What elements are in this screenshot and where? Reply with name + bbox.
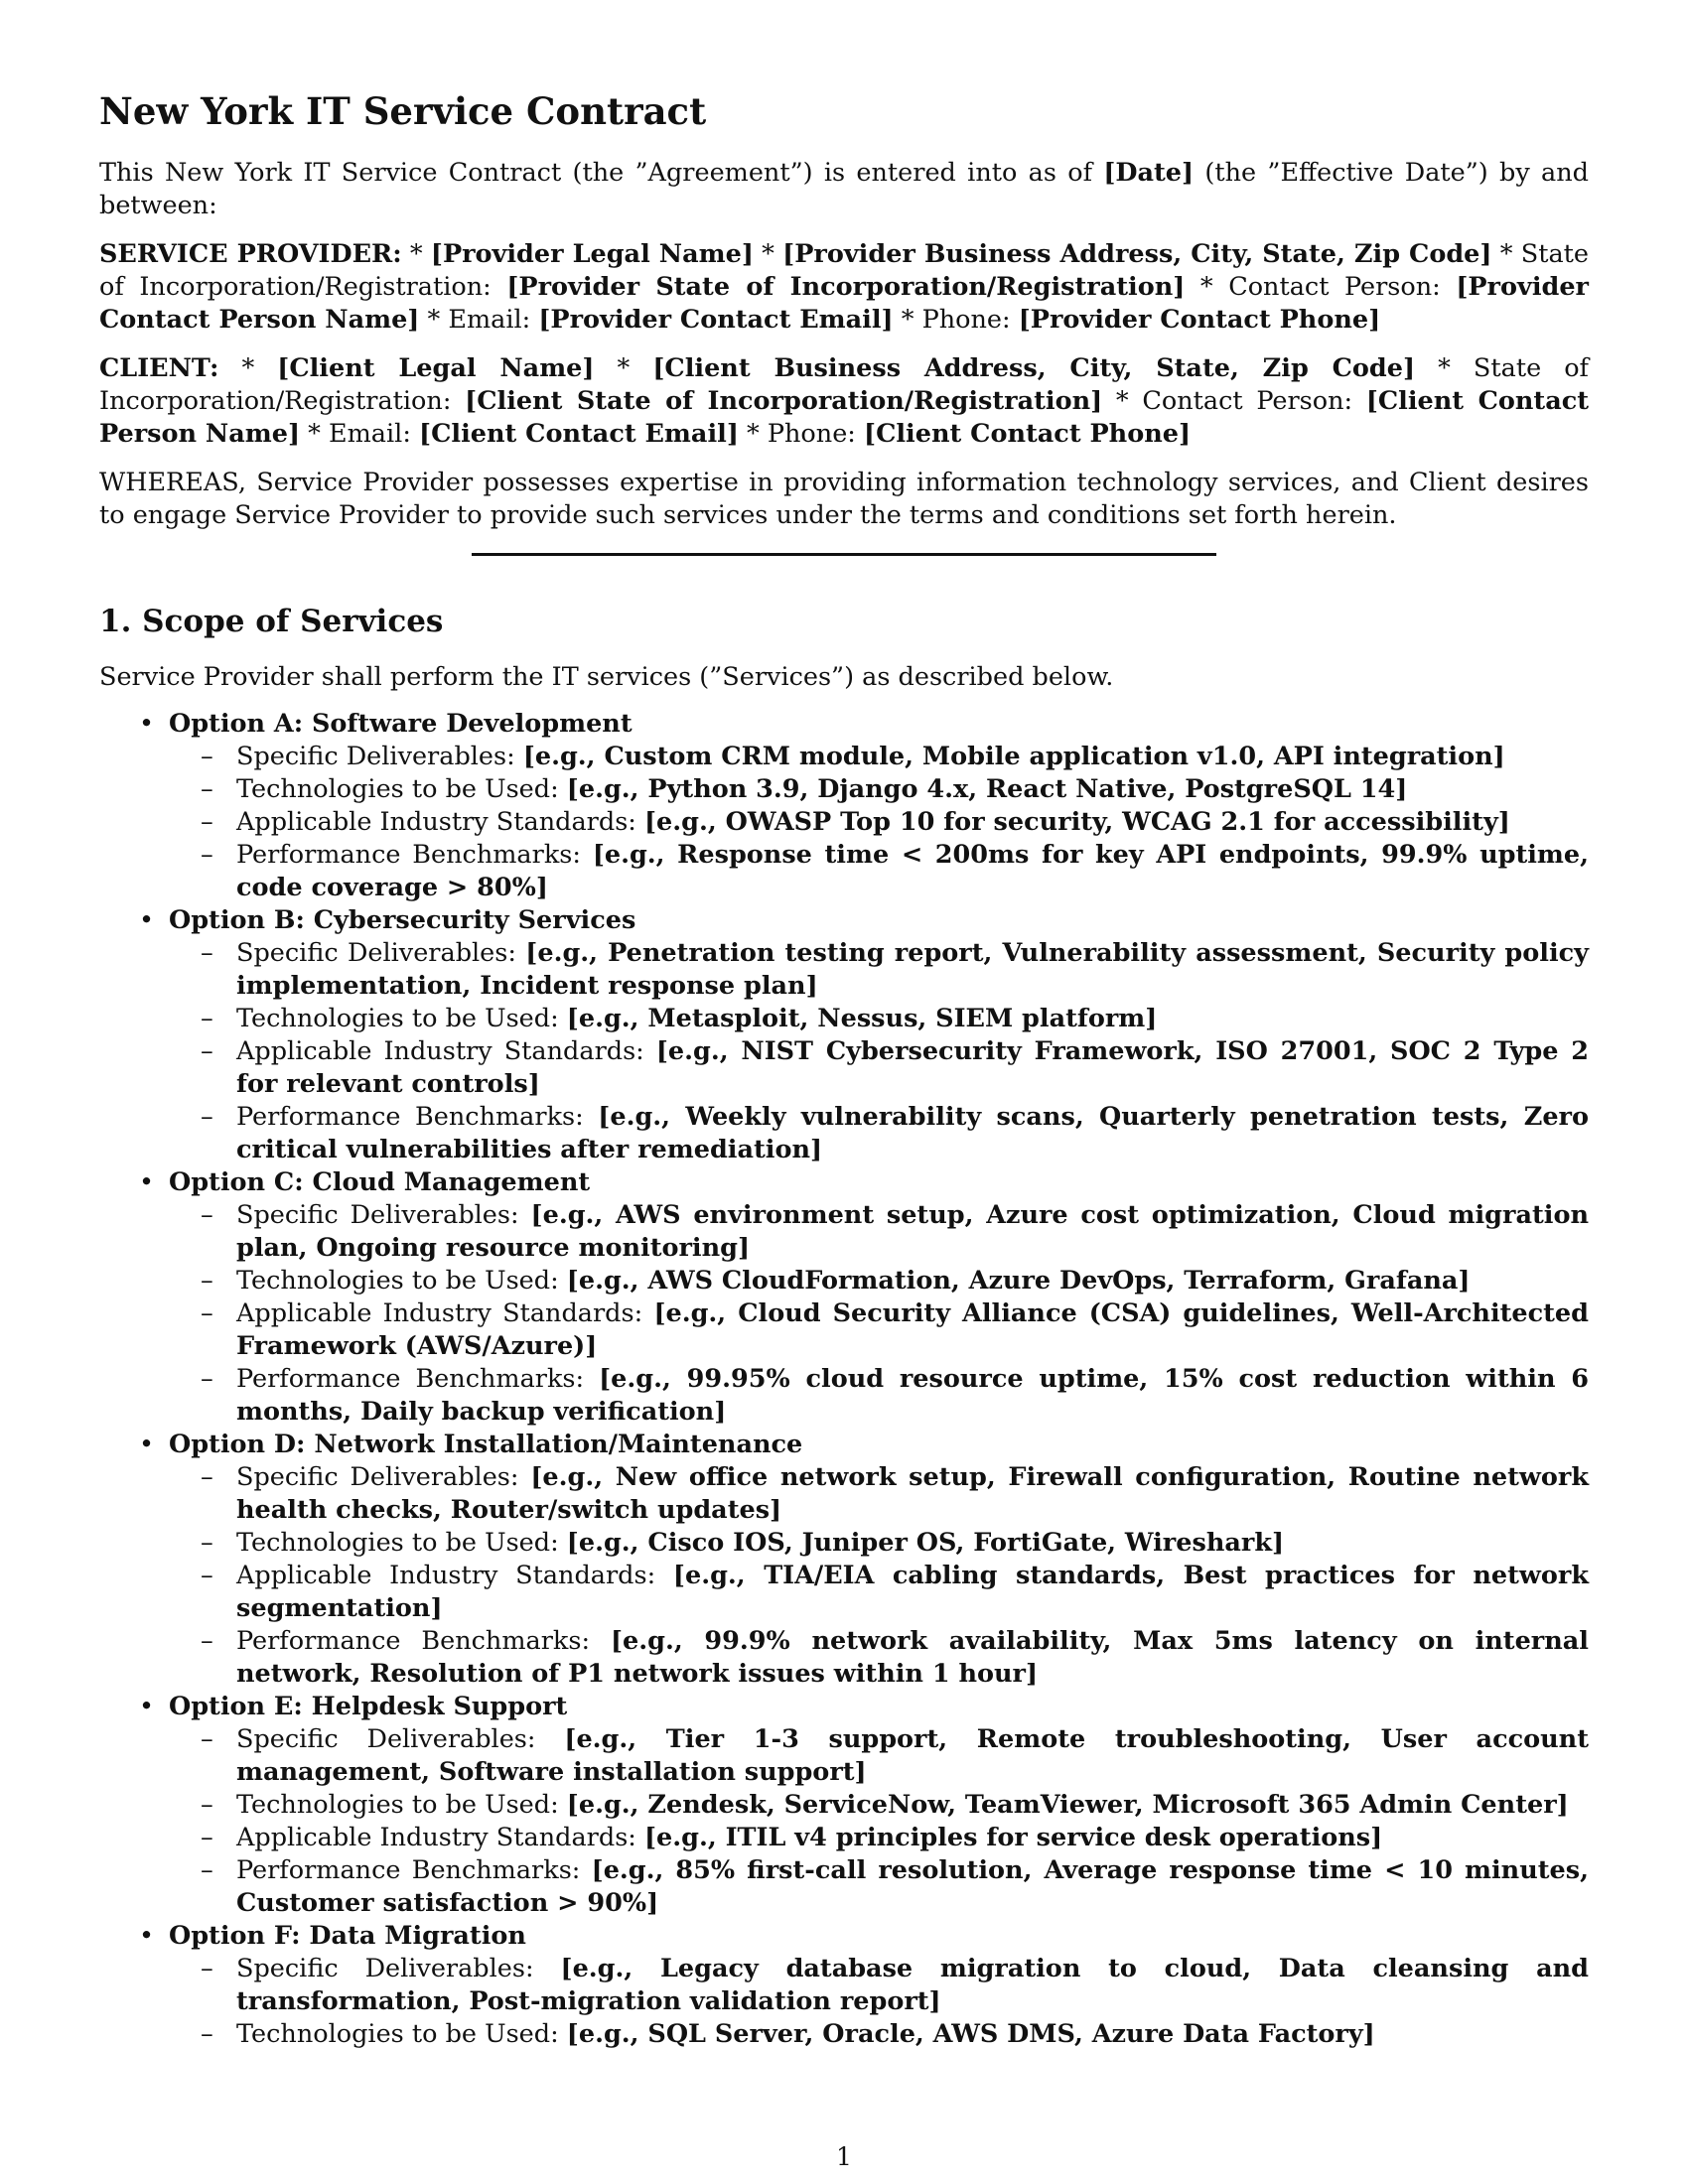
detail-label: Technologies to be Used: [236,1528,567,1558]
provider-heading: SERVICE PROVIDER: [99,239,402,269]
detail-value: [e.g., Response time < 200ms for key API endpoints, 99.9% uptime, code coverage > 80%] [236,840,1589,902]
detail-value: [e.g., 99.95% cloud resource uptime, 15% cost reduction within 6 months, Daily backup verification] [236,1364,1589,1427]
detail-label: Applicable Industry Standards: [236,1036,656,1066]
option-detail-item [169,773,1589,806]
provider-phone: [Provider Contact Phone] [1018,305,1381,335]
option-detail-list [169,741,1589,904]
dash-icon: – [201,1462,213,1492]
dash-icon: – [201,840,213,870]
detail-value: [e.g., Legacy database migration to cloud, Data cleansing and transformation, Post-migration validation report] [236,1954,1589,2016]
option-detail-item [169,1789,1589,1822]
option-item [99,1166,1589,1429]
option-detail-item [169,1723,1589,1789]
section-heading-scope: 1. Scope of Services [99,604,444,639]
option-detail-item [169,839,1589,904]
detail-value: [e.g., TIA/EIA cabling standards, Best practices for network segmentation] [236,1561,1589,1623]
intro-text-post: (the ”Effective Date”) by and between: [99,158,1589,220]
detail-value: [e.g., Weekly vulnerability scans, Quarterly penetration tests, Zero critical vulnerabilities after remediation] [236,1102,1589,1164]
option-detail-item [169,1363,1589,1429]
option-title: Option A: Software Development [169,709,633,739]
detail-label: Applicable Industry Standards: [236,1561,673,1590]
client-block [99,352,1589,451]
detail-value: [e.g., Metasploit, Nessus, SIEM platform] [566,1004,1158,1033]
provider-contact: [Provider Contact Person Name] [99,272,1589,335]
dash-icon: – [201,774,213,804]
detail-value: [e.g., Penetration testing report, Vulnerability assessment, Security policy implementation, Incident response plan] [236,938,1589,1001]
detail-label: Performance Benchmarks: [236,1626,611,1656]
option-detail-item [169,1035,1589,1101]
client-legal-name: [Client Legal Name] [277,353,595,383]
option-title: Option F: Data Migration [169,1921,526,1951]
provider-address: [Provider Business Address, City, State, Zip Code] [782,239,1492,269]
provider-email-label: * Email: [419,305,539,335]
option-detail-list [169,1199,1589,1429]
option-detail-item [169,806,1589,839]
dash-icon: – [201,2019,213,2049]
option-detail-list [169,1461,1589,1691]
option-title: Option D: Network Installation/Maintenance [169,1430,803,1459]
dash-icon: – [201,1364,213,1394]
detail-label: Specific Deliverables: [236,1724,565,1754]
detail-label: Performance Benchmarks: [236,840,593,870]
provider-state-label: * State of Incorporation/Registration: [99,239,1589,302]
dash-icon: – [201,1561,213,1590]
separator: * [753,239,783,269]
detail-value: [e.g., SQL Server, Oracle, AWS DMS, Azure Data Factory] [566,2019,1375,2049]
dash-icon: – [201,1954,213,1983]
detail-label: Performance Benchmarks: [236,1364,600,1394]
option-item [99,708,1589,904]
detail-label: Specific Deliverables: [236,1200,531,1230]
intro-text-pre: This New York IT Service Contract (the ”Agreement”) is entered into as of [99,158,1104,188]
option-item [99,1429,1589,1691]
client-email-label: * Email: [300,419,420,449]
intro-paragraph [99,157,1589,222]
option-detail-item [169,1199,1589,1265]
option-detail-item [169,1822,1589,1854]
detail-label: Technologies to be Used: [236,2019,567,2049]
detail-label: Performance Benchmarks: [236,1102,599,1132]
dash-icon: – [201,1102,213,1132]
detail-value: [e.g., Tier 1-3 support, Remote troubleshooting, User account management, Software installation support] [236,1724,1589,1787]
client-state: [Client State of Incorporation/Registration] [465,386,1103,416]
detail-label: Specific Deliverables: [236,938,526,968]
detail-label: Applicable Industry Standards: [236,1298,654,1328]
dash-icon: – [201,1004,213,1033]
option-detail-list [169,1953,1589,2051]
option-detail-item [169,1560,1589,1625]
option-detail-item [169,937,1589,1003]
separator: * [594,353,653,383]
client-contact-label: * Contact Person: [1102,386,1366,416]
detail-label: Specific Deliverables: [236,742,523,771]
document-title: New York IT Service Contract [99,89,707,133]
detail-value: [e.g., Cloud Security Alliance (CSA) guidelines, Well-Architected Framework (AWS/Azure)] [236,1298,1589,1361]
dash-icon: – [201,1855,213,1885]
detail-label: Performance Benchmarks: [236,1855,592,1885]
bullet-icon: • [139,1692,155,1721]
client-email: [Client Contact Email] [419,419,739,449]
option-detail-item [169,1953,1589,2018]
detail-value: [e.g., AWS CloudFormation, Azure DevOps, Terraform, Grafana] [566,1266,1471,1296]
client-heading: CLIENT: [99,353,219,383]
section-intro: Service Provider shall perform the IT services (”Services”) as described below. [99,662,1114,692]
client-state-label: * State of Incorporation/Registration: [99,353,1589,416]
dash-icon: – [201,1724,213,1754]
detail-label: Technologies to be Used: [236,1266,567,1296]
option-detail-item [169,1461,1589,1527]
dash-icon: – [201,742,213,771]
bullet-icon: • [139,905,155,935]
detail-label: Specific Deliverables: [236,1954,561,1983]
option-detail-item [169,741,1589,773]
detail-label: Applicable Industry Standards: [236,1823,644,1852]
provider-contact-label: * Contact Person: [1185,272,1457,302]
option-item [99,1920,1589,2051]
dash-icon: – [201,1528,213,1558]
option-detail-item [169,1527,1589,1560]
horizontal-divider [472,553,1216,556]
detail-value: [e.g., Zendesk, ServiceNow, TeamViewer, Microsoft 365 Admin Center] [566,1790,1569,1820]
dash-icon: – [201,1266,213,1296]
separator: * [218,353,278,383]
detail-label: Technologies to be Used: [236,1790,567,1820]
option-item [99,904,1589,1166]
option-detail-item [169,1625,1589,1691]
dash-icon: – [201,1036,213,1066]
option-title: Option E: Helpdesk Support [169,1692,568,1721]
option-detail-item [169,1265,1589,1297]
option-item [99,1691,1589,1920]
effective-date-placeholder: [Date] [1103,158,1195,188]
provider-legal-name: [Provider Legal Name] [430,239,754,269]
document-page [99,87,1589,2051]
option-detail-list [169,937,1589,1166]
dash-icon: – [201,1790,213,1820]
service-provider-block [99,238,1589,337]
client-address: [Client Business Address, City, State, Zip Code] [652,353,1416,383]
detail-value: [e.g., 99.9% network availability, Max 5ms latency on internal network, Resolution of P1 network issues within 1 hour] [236,1626,1589,1689]
provider-phone-label: * Phone: [893,305,1019,335]
dash-icon: – [201,1200,213,1230]
bullet-icon: • [139,1167,155,1197]
detail-value: [e.g., AWS environment setup, Azure cost optimization, Cloud migration plan, Ongoing resource monitoring] [236,1200,1589,1263]
bullet-icon: • [139,709,155,739]
option-detail-list [169,1723,1589,1920]
option-detail-item [169,1003,1589,1035]
detail-value: [e.g., Python 3.9, Django 4.x, React Native, PostgreSQL 14] [566,774,1408,804]
client-phone: [Client Contact Phone] [864,419,1192,449]
separator: * [401,239,431,269]
option-detail-item [169,1101,1589,1166]
detail-label: Specific Deliverables: [236,1462,531,1492]
dash-icon: – [201,1298,213,1328]
detail-value: [e.g., 85% first-call resolution, Average response time < 10 minutes, Customer satisfaction > 90%] [236,1855,1589,1918]
detail-value: [e.g., Custom CRM module, Mobile application v1.0, API integration] [522,742,1505,771]
provider-email: [Provider Contact Email] [538,305,894,335]
option-detail-item [169,1854,1589,1920]
client-contact: [Client Contact Person Name] [99,386,1590,449]
whereas-paragraph: WHEREAS, Service Provider possesses expertise in providing information technology services, and Client desires to engage Service Provider to provide such services under the terms and conditions set forth herein. [99,468,1589,530]
detail-label: Technologies to be Used: [236,1004,567,1033]
dash-icon: – [201,938,213,968]
detail-value: [e.g., OWASP Top 10 for security, WCAG 2.1 for accessibility] [643,807,1510,837]
detail-value: [e.g., ITIL v4 principles for service desk operations] [643,1823,1383,1852]
option-detail-item [169,2018,1589,2051]
option-detail-item [169,1297,1589,1363]
bullet-icon: • [139,1430,155,1459]
detail-label: Applicable Industry Standards: [236,807,644,837]
dash-icon: – [201,1823,213,1852]
detail-value: [e.g., NIST Cybersecurity Framework, ISO 27001, SOC 2 Type 2 for relevant controls] [236,1036,1589,1099]
provider-state: [Provider State of Incorporation/Registration] [506,272,1186,302]
bullet-icon: • [139,1921,155,1951]
client-phone-label: * Phone: [738,419,864,449]
detail-value: [e.g., Cisco IOS, Juniper OS, FortiGate, Wireshark] [566,1528,1285,1558]
page-number: 1 [836,2142,852,2171]
detail-value: [e.g., New office network setup, Firewall configuration, Routine network health checks, Router/switch updates] [236,1462,1589,1525]
dash-icon: – [201,1626,213,1656]
option-title: Option B: Cybersecurity Services [169,905,636,935]
option-title: Option C: Cloud Management [169,1167,591,1197]
options-list [99,708,1589,2051]
detail-label: Technologies to be Used: [236,774,567,804]
dash-icon: – [201,807,213,837]
